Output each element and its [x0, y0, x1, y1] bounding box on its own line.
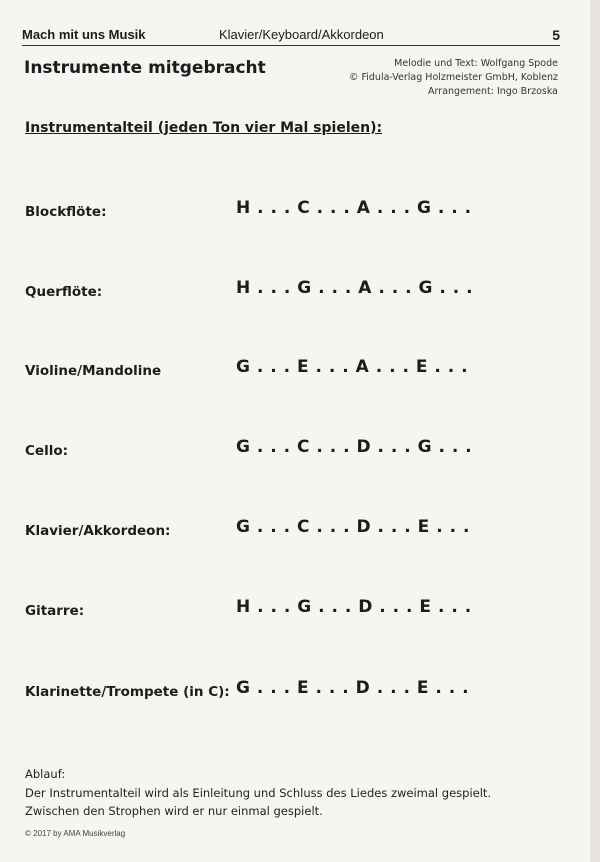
song-title: Instrumente mitgebracht	[24, 58, 266, 78]
credits	[349, 57, 558, 99]
ablauf-note	[25, 765, 491, 821]
page-number: 5	[552, 27, 560, 43]
credit-line-melody: Melodie und Text: Wolfgang Spode	[394, 58, 558, 69]
ablauf-label: Ablauf:	[25, 767, 66, 781]
header-rule	[22, 45, 560, 46]
note-sequence: H . . . G . . . D . . . E . . .	[236, 597, 472, 617]
copyright: © 2017 by AMA Musikverlag	[25, 829, 126, 838]
note-sequence: G . . . E . . . D . . . E . . .	[236, 678, 470, 698]
instrument-edition: Klavier/Keyboard/Akkordeon	[219, 27, 384, 42]
note-sequence: H . . . C . . . A . . . G . . .	[236, 198, 472, 218]
ablauf-line: Zwischen den Strophen wird er nur einmal gespielt.	[25, 804, 323, 818]
instrument-row	[25, 517, 565, 541]
note-sequence: G . . . C . . . D . . . E . . .	[236, 517, 470, 537]
note-sequence: G . . . C . . . D . . . G . . .	[236, 437, 473, 457]
instrument-row	[25, 357, 565, 381]
credit-line-arrangement: Arrangement: Ingo Brzoska	[428, 86, 558, 97]
ablauf-line: Der Instrumentalteil wird als Einleitung und Schluss des Liedes zweimal gespielt.	[25, 785, 492, 800]
note-sequence: G . . . E . . . A . . . E . . .	[236, 357, 469, 377]
page-header	[22, 27, 560, 45]
series-title: Mach mit uns Musik	[22, 27, 146, 42]
instrument-row	[25, 278, 565, 302]
instrument-label: Klavier/Akkordeon:	[25, 523, 171, 539]
page-edge	[590, 0, 600, 862]
instrument-row	[25, 198, 565, 222]
instrument-label: Blockflöte:	[25, 204, 107, 220]
section-heading: Instrumentalteil (jeden Ton vier Mal spielen):	[25, 120, 383, 136]
instrument-label: Cello:	[25, 443, 68, 459]
instrument-label: Violine/Mandoline	[25, 363, 162, 379]
instrument-label: Klarinette/Trompete (in C):	[25, 684, 230, 700]
credit-line-publisher: © Fidula-Verlag Holzmeister GmbH, Koblenz	[348, 72, 558, 83]
instrument-row	[25, 678, 565, 702]
instrument-label: Gitarre:	[25, 603, 85, 619]
instrument-label: Querflöte:	[25, 284, 103, 300]
instrument-row	[25, 597, 565, 621]
note-sequence: H . . . G . . . A . . . G . . .	[236, 278, 474, 298]
instrument-row	[25, 437, 565, 461]
